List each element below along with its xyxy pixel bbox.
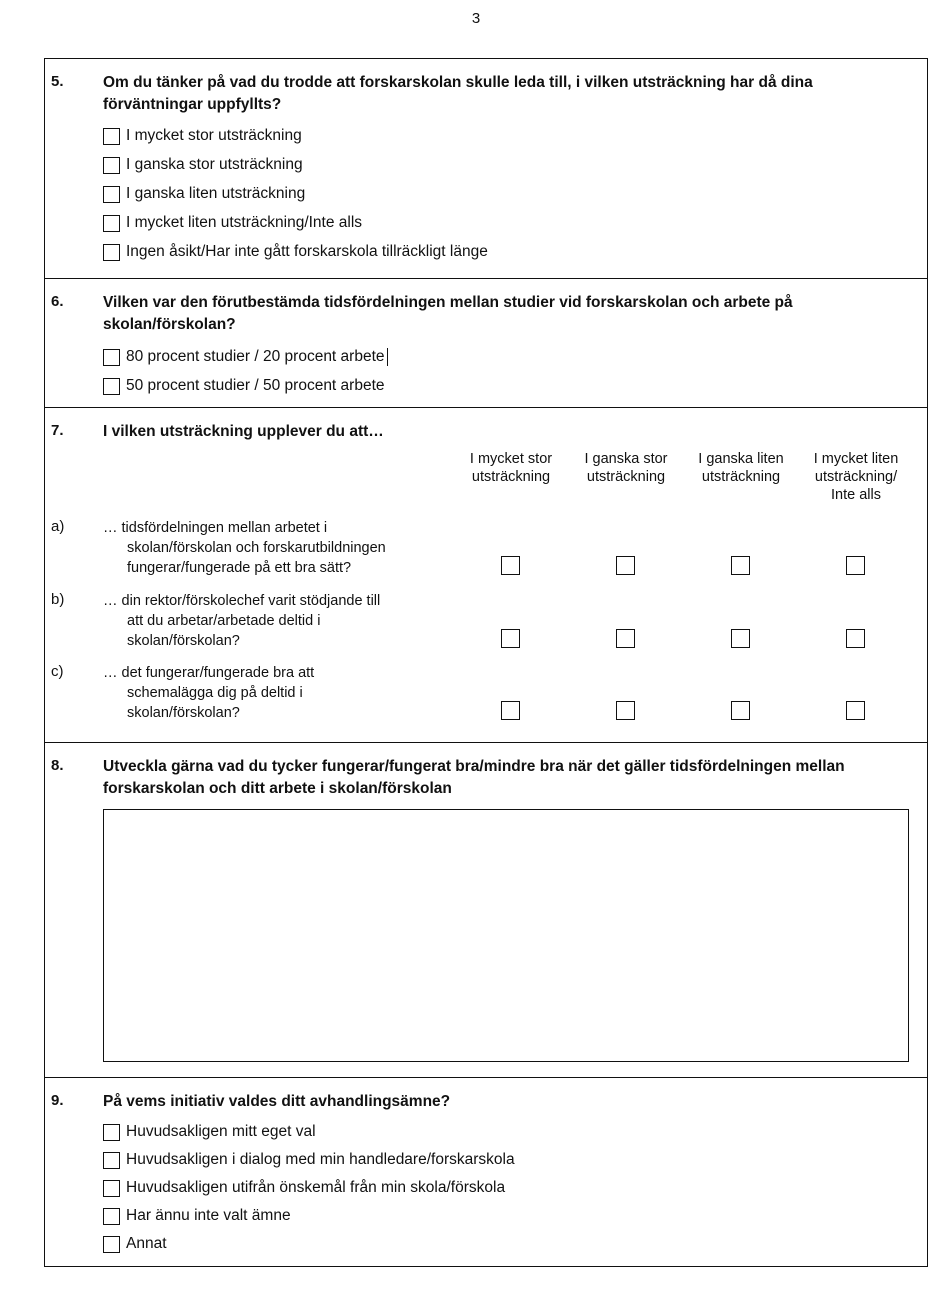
checkbox[interactable] <box>103 244 120 261</box>
column-header-fairly-large <box>566 450 686 486</box>
checkbox[interactable] <box>103 1208 120 1225</box>
q5-option-1[interactable] <box>103 125 302 147</box>
q7a-fairly-small-checkbox[interactable] <box>731 556 750 575</box>
option-label: Har ännu inte valt ämne <box>126 1207 291 1224</box>
q9-option-3[interactable] <box>103 1177 505 1199</box>
question-9 <box>45 1078 927 1266</box>
question-text: I vilken utsträckning upplever du att… <box>103 423 384 440</box>
option-label: I ganska stor utsträckning <box>126 156 303 173</box>
questionnaire-table <box>44 58 928 1267</box>
checkbox[interactable] <box>103 349 120 366</box>
q7c-very-small-checkbox[interactable] <box>846 701 865 720</box>
checkbox[interactable] <box>103 215 120 232</box>
question-number: 9. <box>51 1092 64 1109</box>
option-label: I mycket liten utsträckning/Inte alls <box>126 214 363 231</box>
checkbox[interactable] <box>103 157 120 174</box>
checkbox[interactable] <box>103 1152 120 1169</box>
option-label: 50 procent studier / 50 procent arbete <box>126 377 385 394</box>
text-cursor <box>387 348 388 366</box>
question-text: På vems initiativ valdes ditt avhandlingsämne? <box>103 1093 451 1110</box>
column-header-fairly-small <box>681 450 801 486</box>
q6-option-2[interactable] <box>103 375 385 397</box>
question-number: 8. <box>51 757 64 774</box>
question-7 <box>45 408 927 743</box>
row-text-b <box>103 591 448 651</box>
checkbox[interactable] <box>103 1124 120 1141</box>
option-label: 80 procent studier / 20 procent arbete <box>126 348 385 365</box>
option-label: Huvudsakligen mitt eget val <box>126 1123 316 1140</box>
free-text-answer-box[interactable] <box>103 809 909 1062</box>
q9-option-2[interactable] <box>103 1149 515 1171</box>
q5-option-4[interactable] <box>103 212 362 234</box>
q5-option-2[interactable] <box>103 154 303 176</box>
q7b-very-small-checkbox[interactable] <box>846 629 865 648</box>
checkbox[interactable] <box>103 1180 120 1197</box>
q7c-fairly-large-checkbox[interactable] <box>616 701 635 720</box>
question-number: 7. <box>51 422 64 439</box>
q7a-very-small-checkbox[interactable] <box>846 556 865 575</box>
q6-option-1[interactable] <box>103 346 388 368</box>
row-text-line: fungerar/fungerade på ett bra sätt? <box>127 560 352 576</box>
q9-option-1[interactable] <box>103 1121 316 1143</box>
checkbox[interactable] <box>103 186 120 203</box>
checkbox[interactable] <box>103 378 120 395</box>
q7b-fairly-large-checkbox[interactable] <box>616 629 635 648</box>
question-8 <box>45 743 927 1078</box>
page-number: 3 <box>471 10 481 27</box>
row-text-line: skolan/förskolan? <box>127 633 240 649</box>
row-text-line: … det fungerar/fungerade bra att <box>103 665 315 681</box>
q7a-very-large-checkbox[interactable] <box>501 556 520 575</box>
column-header-line: utsträckning <box>586 469 666 485</box>
row-text-line: skolan/förskolan och forskarutbildningen <box>127 540 386 556</box>
column-header-line: utsträckning <box>471 469 551 485</box>
row-text-line: skolan/förskolan? <box>127 705 240 721</box>
row-text-c <box>103 663 448 723</box>
question-number: 5. <box>51 73 64 90</box>
question-text: Utveckla gärna vad du tycker fungerar/fungerat bra/mindre bra när det gäller tidsfördelningen mellan forskarskolan och ditt arbete i skolan/förskolan <box>103 758 845 797</box>
checkbox[interactable] <box>103 1236 120 1253</box>
option-label: Huvudsakligen i dialog med min handledare/forskarskola <box>126 1151 515 1168</box>
column-header-line: I ganska liten <box>698 451 784 467</box>
column-header-line: utsträckning <box>701 469 781 485</box>
option-label: Annat <box>126 1235 167 1252</box>
q7b-very-large-checkbox[interactable] <box>501 629 520 648</box>
question-number: 6. <box>51 293 64 310</box>
option-label: Huvudsakligen utifrån önskemål från min skola/förskola <box>126 1179 506 1196</box>
column-header-line: I ganska stor <box>584 451 668 467</box>
column-header-line: I mycket liten <box>813 451 899 467</box>
column-header-line: Inte alls <box>831 487 881 503</box>
column-header-line: utsträckning/ <box>814 469 898 485</box>
option-label: Ingen åsikt/Har inte gått forskarskola tillräckligt länge <box>126 243 488 260</box>
question-text: Om du tänker på vad du trodde att forskarskolan skulle leda till, i vilken utsträckning har då dina förväntningar uppfyllts? <box>103 74 813 113</box>
row-text-a <box>103 518 448 578</box>
q7c-very-large-checkbox[interactable] <box>501 701 520 720</box>
q7c-fairly-small-checkbox[interactable] <box>731 701 750 720</box>
question-6 <box>45 279 927 408</box>
q9-option-5[interactable] <box>103 1233 167 1255</box>
row-text-line: schemalägga dig på deltid i <box>127 685 303 701</box>
row-letter-c: c) <box>51 663 64 680</box>
row-text-line: att du arbetar/arbetade deltid i <box>127 613 321 629</box>
option-label: I ganska liten utsträckning <box>126 185 306 202</box>
row-text-line: … tidsfördelningen mellan arbetet i <box>103 520 328 536</box>
column-header-line: I mycket stor <box>469 451 553 467</box>
question-text: Vilken var den förutbestämda tidsfördelningen mellan studier vid forskarskolan och arbete på skolan/förskolan? <box>103 294 793 333</box>
column-header-very-large <box>451 450 571 486</box>
q7b-fairly-small-checkbox[interactable] <box>731 629 750 648</box>
option-label: I mycket stor utsträckning <box>126 127 302 144</box>
row-letter-b: b) <box>51 591 65 608</box>
column-header-very-small <box>796 450 916 504</box>
row-text-line: … din rektor/förskolechef varit stödjande till <box>103 593 381 609</box>
row-letter-a: a) <box>51 518 65 535</box>
q5-option-3[interactable] <box>103 183 305 205</box>
question-5 <box>45 59 927 279</box>
q5-option-5[interactable] <box>103 241 488 263</box>
q7a-fairly-large-checkbox[interactable] <box>616 556 635 575</box>
checkbox[interactable] <box>103 128 120 145</box>
q9-option-4[interactable] <box>103 1205 291 1227</box>
